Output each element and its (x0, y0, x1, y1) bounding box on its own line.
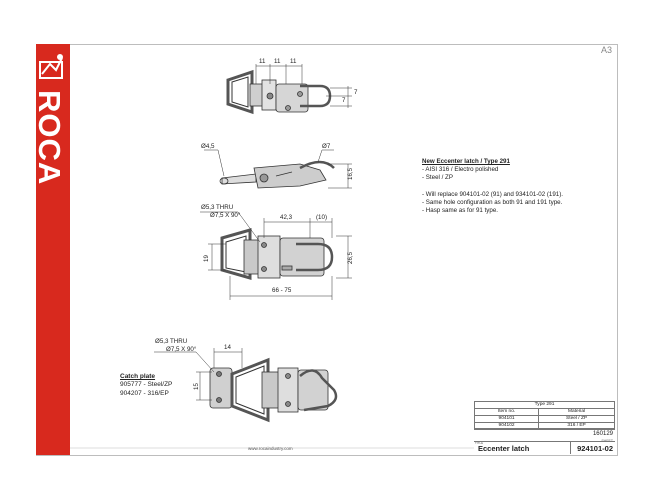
dim-side-d7: Ø7 (322, 143, 331, 150)
notes-line: - Hasp same as for 91 type. (422, 207, 499, 215)
dim-top-7b: 7 (354, 89, 358, 96)
dim-top-7a: 7 (342, 97, 346, 104)
notes-title: New Eccenter latch / Type 291 (422, 158, 510, 165)
title-block-date: 160129 (592, 431, 613, 437)
dim-top-11a: 11 (259, 58, 266, 65)
table-cell: 904102 (475, 423, 539, 430)
website-url: www.rocaindustry.com (248, 446, 293, 451)
dim-plan-423: 42,3 (280, 214, 293, 221)
title-block-name: Eccenter latch (478, 444, 530, 453)
dim-top-11c: 11 (290, 58, 297, 65)
dim-plan-6675: 66 - 75 (272, 287, 292, 294)
brand-logo-text: ROCA (32, 90, 67, 186)
design-notes (422, 158, 563, 215)
dim-plan-hole2: Ø7,5 X 90° (210, 212, 241, 219)
dim-plan-19: 19 (203, 255, 210, 262)
dim-cp-hole1: Ø5,3 THRU (155, 338, 188, 345)
notes-line: - Will replace 904101-02 (91) and 934101-02 (191). (422, 190, 564, 198)
latch-plan-view (222, 230, 332, 278)
table-col-header: Item no. (475, 409, 539, 416)
table-cell: 904101 (475, 416, 539, 423)
catch-plate-assembly-view (210, 360, 336, 420)
latch-side-view (220, 162, 334, 188)
dim-cp-15: 15 (193, 383, 200, 390)
dim-cp-14: 14 (224, 344, 231, 351)
table-cell: 316 / EP (539, 423, 615, 430)
catch-plate-line: 905777 - Steel/ZP (120, 381, 173, 389)
catch-plate-line: 904207 - 316/EP (120, 389, 169, 397)
dim-side-d45: Ø4,5 (201, 143, 215, 150)
table-cell: Steel / ZP (539, 416, 615, 423)
dim-plan-10: (10) (316, 214, 328, 221)
title-block-label: TITLE (475, 441, 484, 445)
table-row (475, 416, 615, 423)
notes-line: - Same hole configuration as both 91 and 191 type. (422, 198, 563, 206)
catch-plate-title: Catch plate (120, 373, 156, 380)
notes-line: - AISI 316 / Electro polished (422, 166, 499, 174)
table-header: Type 291 (475, 402, 615, 409)
table-col-header: Material (539, 409, 615, 416)
title-block-number: 924101-02 (577, 444, 613, 453)
dim-cp-hole2: Ø7,5 X 90° (166, 346, 197, 353)
title-block (474, 428, 615, 454)
notes-line: - Steel / ZP (422, 174, 453, 182)
sheet-size-label: A3 (600, 45, 612, 55)
title-block-sheet-label: SHEET (601, 439, 613, 443)
dim-side-165: 16,5 (347, 167, 354, 180)
dim-plan-hole1: Ø5,3 THRU (201, 204, 234, 211)
catch-plate-info (120, 373, 172, 398)
dim-top-11b: 11 (274, 58, 281, 65)
dim-plan-265: 26,5 (347, 251, 354, 264)
latch-top-view (228, 72, 330, 112)
type-table (474, 401, 615, 430)
